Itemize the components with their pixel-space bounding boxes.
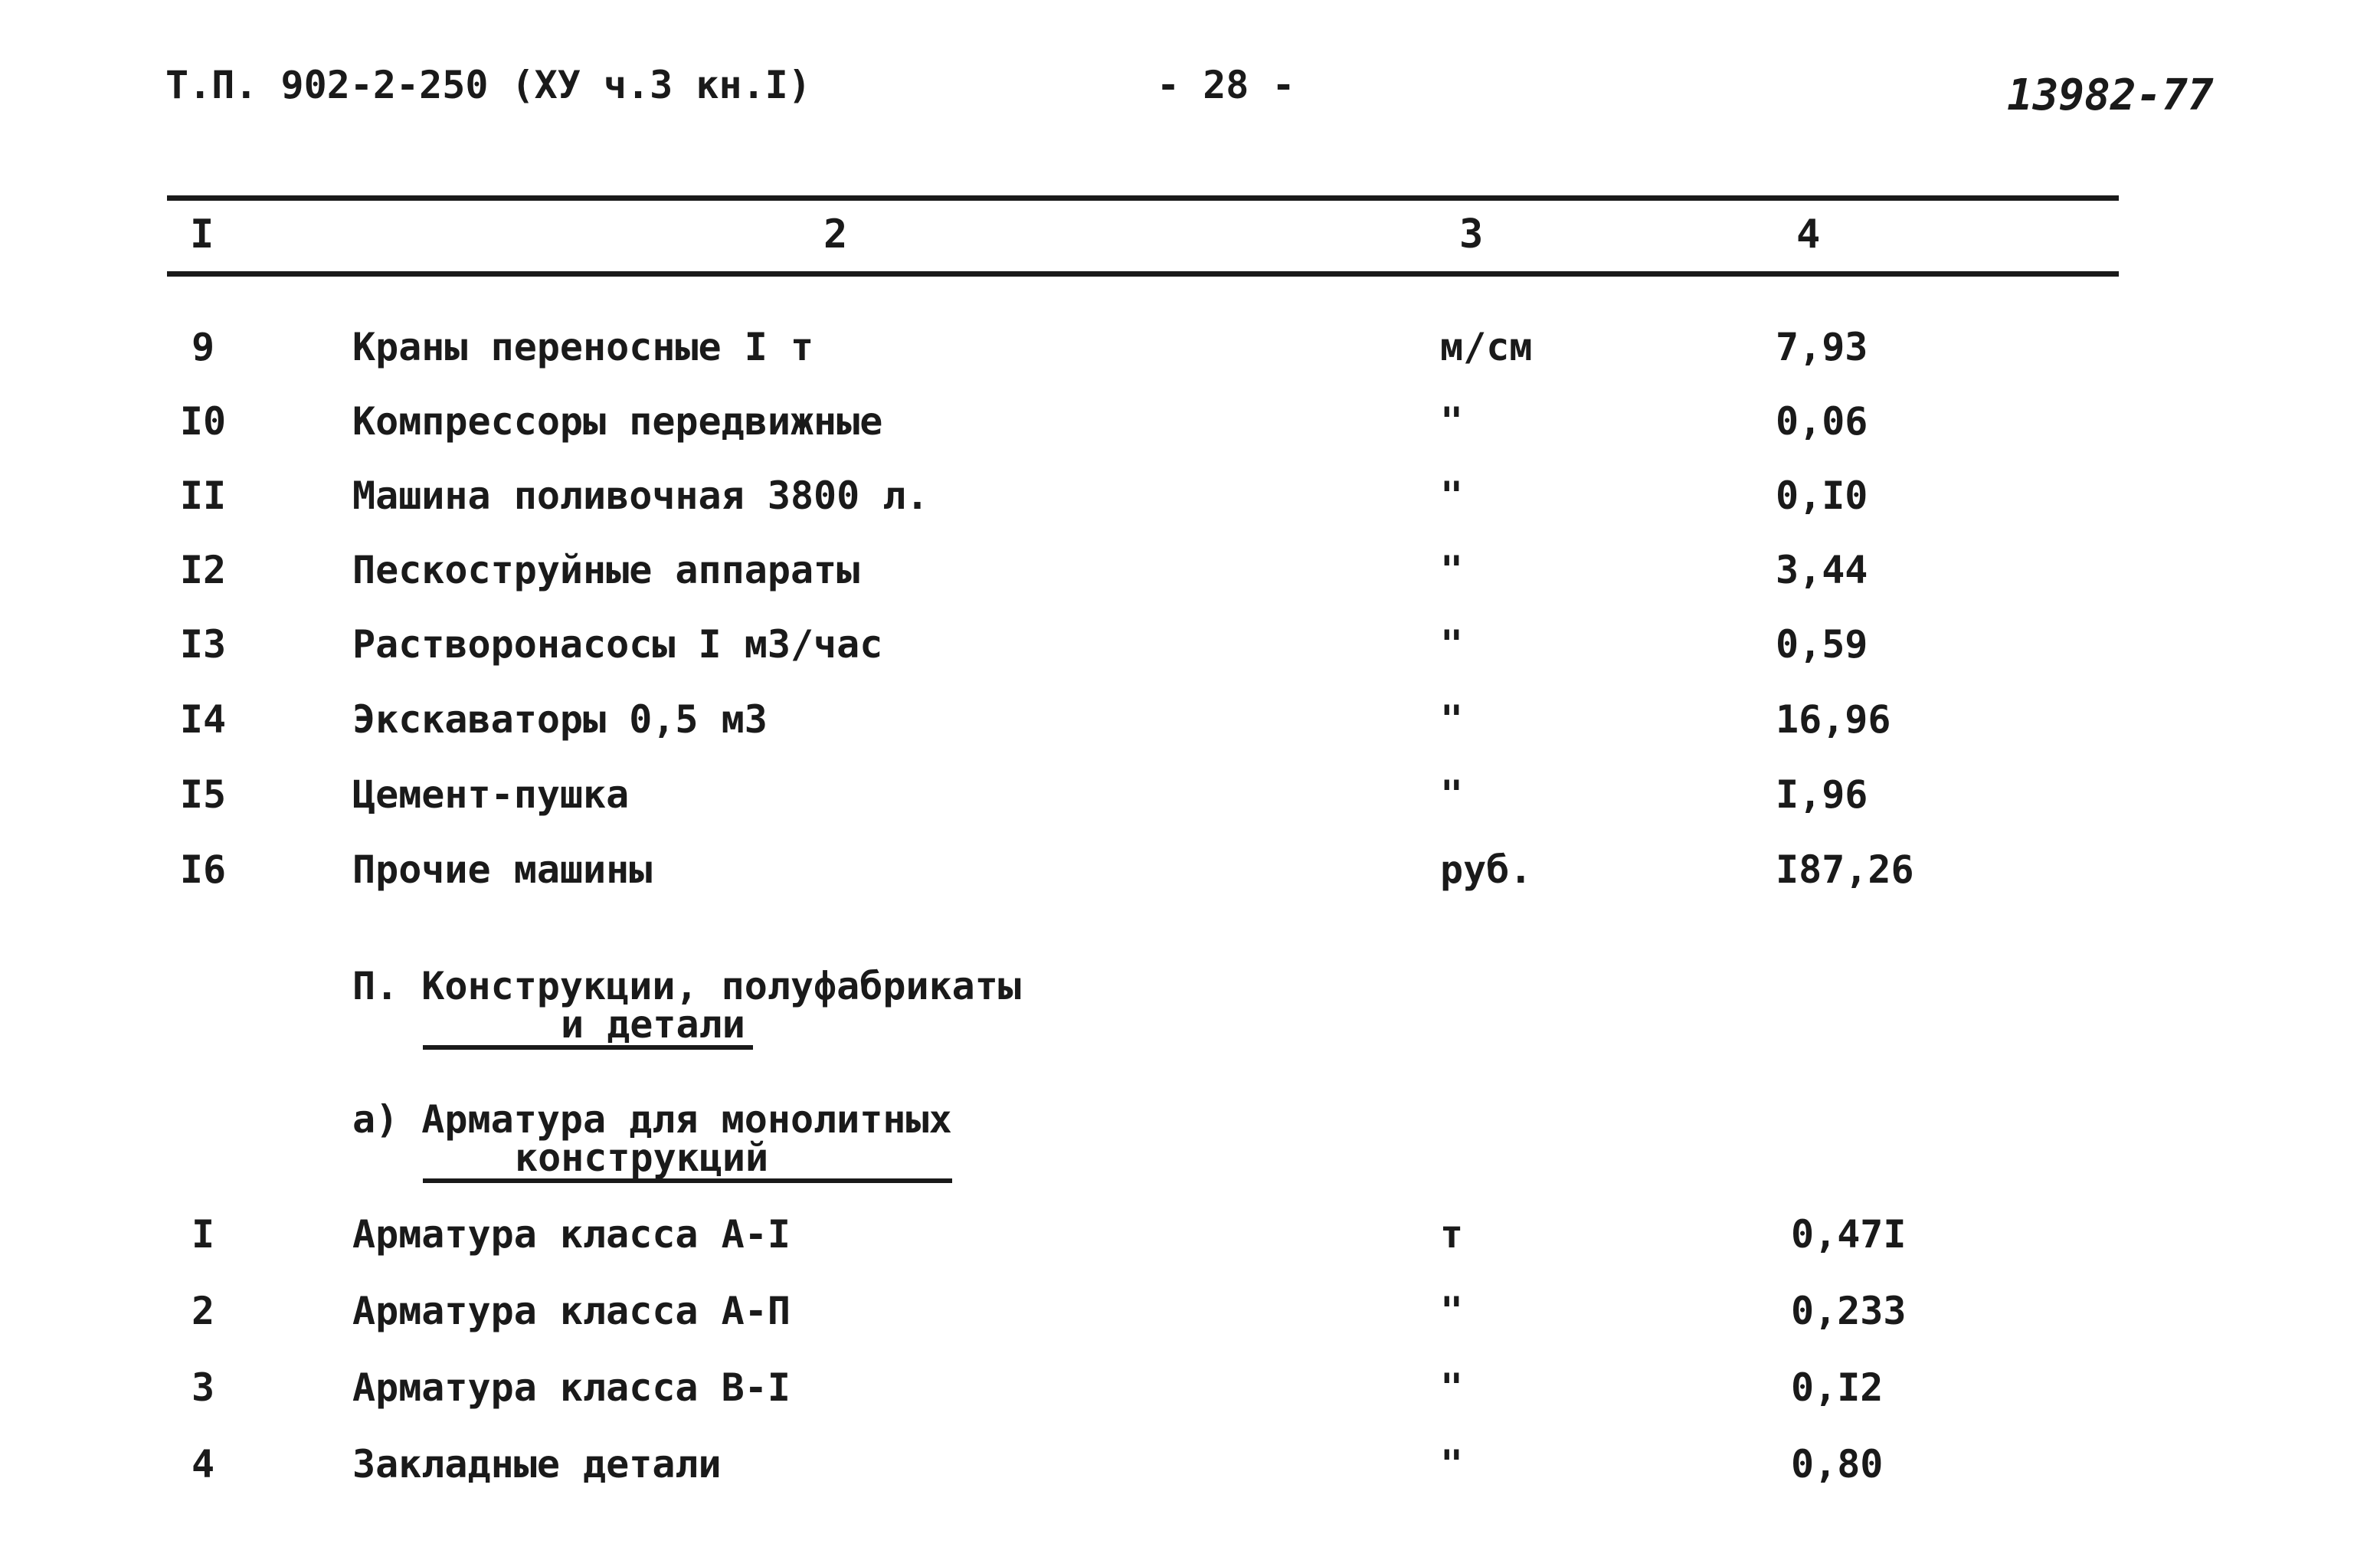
- table-row: [0, 325, 2380, 398]
- table-row: [0, 1442, 2380, 1516]
- subsection-heading: [352, 1097, 952, 1183]
- table-row: [0, 847, 2380, 921]
- row-unit: ": [1440, 1289, 1464, 1333]
- row-name: Арматура класса А-П: [352, 1289, 791, 1333]
- table-row: [0, 622, 2380, 696]
- column-header-2: 2: [823, 211, 848, 257]
- table-row: [0, 474, 2380, 547]
- row-value: 16,96: [1776, 697, 1891, 742]
- row-unit: ": [1440, 1365, 1464, 1410]
- row-value: 0,80: [1791, 1442, 1884, 1486]
- row-number: 9: [191, 325, 215, 369]
- section-heading-line2: и детали: [423, 1005, 753, 1050]
- row-unit: ": [1440, 772, 1464, 817]
- row-number: I3: [179, 622, 227, 667]
- row-name: Арматура класса В-I: [352, 1365, 791, 1410]
- subsection-heading-line1: а) Арматура для монолитных: [352, 1097, 952, 1142]
- row-name: Арматура класса А-I: [352, 1212, 791, 1257]
- row-name: Краны переносные I т: [352, 325, 814, 369]
- document-code: Т.П. 902-2-250 (ХУ ч.3 кн.I): [165, 63, 811, 107]
- table-row: [0, 1212, 2380, 1286]
- row-value: 7,93: [1776, 325, 1868, 369]
- page-number: - 28 -: [1157, 63, 1295, 107]
- section-heading-line1: П. Конструкции, полуфабрикаты: [352, 964, 1021, 1008]
- row-name: Экскаваторы 0,5 м3: [352, 697, 768, 742]
- row-name: Закладные детали: [352, 1442, 722, 1486]
- row-value: I,96: [1776, 772, 1868, 817]
- inventory-number: 13982-77: [2007, 70, 2214, 120]
- row-value: 0,233: [1791, 1289, 1907, 1333]
- row-value: 0,59: [1776, 622, 1868, 667]
- row-name: Цемент-пушка: [352, 772, 630, 817]
- row-unit: м/см: [1440, 325, 1533, 369]
- column-header-1: I: [190, 211, 214, 257]
- row-name: Прочие машины: [352, 847, 653, 892]
- row-number: II: [179, 474, 227, 518]
- row-number: I0: [179, 399, 227, 444]
- row-value: I87,26: [1776, 847, 1914, 892]
- row-unit: т: [1440, 1212, 1464, 1257]
- row-number: I4: [179, 697, 227, 742]
- row-name: Пескоструйные аппараты: [352, 548, 860, 592]
- row-number: I: [191, 1212, 215, 1257]
- section-heading: [352, 964, 1021, 1050]
- row-value: 0,47I: [1791, 1212, 1907, 1257]
- table-top-rule: [167, 195, 2119, 201]
- row-number: 4: [191, 1442, 215, 1486]
- row-unit: ": [1440, 399, 1464, 444]
- row-number: 2: [191, 1289, 215, 1333]
- column-header-4: 4: [1796, 211, 1821, 257]
- row-value: 0,I0: [1776, 474, 1868, 518]
- row-unit: ": [1440, 622, 1464, 667]
- subsection-heading-line2: конструкций: [423, 1139, 952, 1183]
- row-number: I5: [179, 772, 227, 817]
- row-number: I6: [179, 847, 227, 892]
- row-unit: руб.: [1440, 847, 1533, 892]
- table-row: [0, 1289, 2380, 1362]
- row-name: Машина поливочная 3800 л.: [352, 474, 929, 518]
- row-name: Растворонасосы I м3/час: [352, 622, 883, 667]
- table-row: [0, 1365, 2380, 1439]
- row-unit: ": [1440, 548, 1464, 592]
- row-number: 3: [191, 1365, 215, 1410]
- row-unit: ": [1440, 697, 1464, 742]
- row-number: I2: [179, 548, 227, 592]
- row-name: Компрессоры передвижные: [352, 399, 883, 444]
- table-row: [0, 399, 2380, 473]
- row-value: 0,06: [1776, 399, 1868, 444]
- table-row: [0, 548, 2380, 621]
- row-unit: ": [1440, 1442, 1464, 1486]
- row-value: 0,I2: [1791, 1365, 1884, 1410]
- column-header-3: 3: [1459, 211, 1484, 257]
- table-row: [0, 772, 2380, 846]
- row-value: 3,44: [1776, 548, 1868, 592]
- table-row: [0, 697, 2380, 771]
- row-unit: ": [1440, 474, 1464, 518]
- table-header-rule: [167, 271, 2119, 277]
